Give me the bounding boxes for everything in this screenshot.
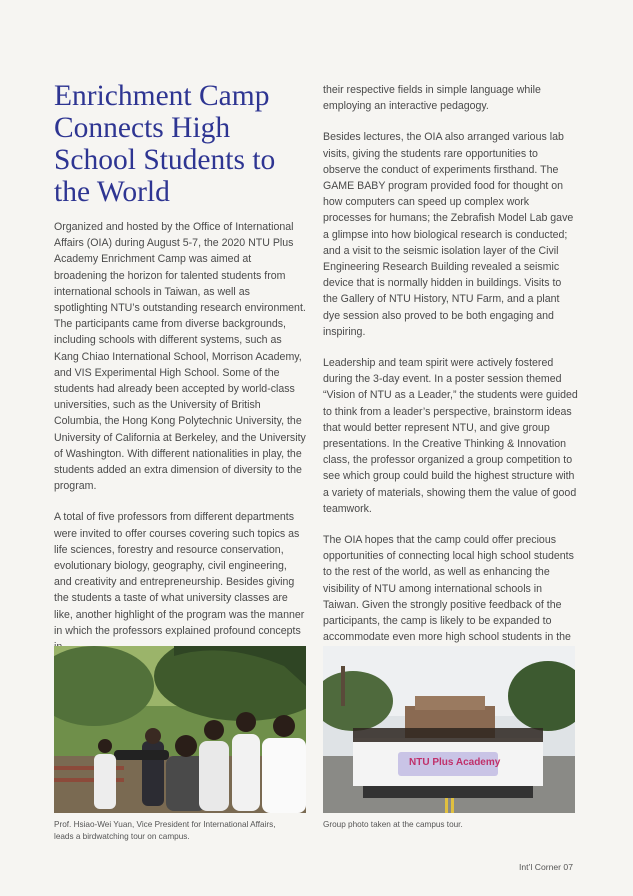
article-title: Enrichment Camp Connects High School Students to the World	[54, 80, 276, 208]
birdwatching-photo	[54, 646, 306, 813]
paragraph: Organized and hosted by the Office of International Affairs (OIA) during August 5-7, the 2020 NTU Plus Academy Enrichment Camp was aimed at broadening the horizon for talented students from international schools in Taiwan, as well as spotlighting NTU’s outstanding research environment. The participants came from diverse backgrounds, including schools with different systems, such as Kang Chiao International School, Morrison Academy, and VIS Experimental High School. Some of the students had already been accepted by world-class universities, such as the University of British Columbia, the Hong Kong Polytechnic University, the University of California at Berkeley, and the University of Washington. With different nationalities in play, the students added an extra dimension of diversity to the program.	[54, 221, 306, 493]
page-footer: Int’l Corner 07	[519, 862, 573, 872]
paragraph: their respective fields in simple language while employing an interactive pedagogy.	[323, 84, 541, 113]
paragraph: Besides lectures, the OIA also arranged various lab visits, giving the students rare opportunities to observe the conduct of experiments firsthand. The GAME BABY program provided food for thought on how computers can speed up complex work processes for humans; the Zebrafish Model Lab gave a glimpse into how biological research is conducted; and a visit to the seismic isolation layer of the Civil Engineering Research Building revealed a seismic device that is normally hidden in buildings. Visits to the Gallery of NTU History, NTU Farm, and a plant dye session also proved to be both engaging and inspiring.	[323, 131, 574, 338]
paragraph: The OIA hopes that the camp could offer precious opportunities of connecting local high school students to the rest of the world, as well as enhancing the visibility of NTU among international schools in Taiwan. Given the strongly positive feedback of the participants, the camp is likely to be expanded to accommodate even more high school students in the	[323, 534, 574, 644]
group-photo	[323, 646, 575, 813]
paragraph: A total of five professors from different departments were invited to offer courses covering such topics as life sciences, forestry and resource conservation, evolutionary biology, geography, civil engineering, and creativity and entrepreneurship. Besides giving the students a taste of what university classes are like, another highlight of the program was the manner in which the professors explained profound concepts	[54, 511, 305, 637]
left-column	[54, 219, 306, 670]
photo-caption: Group photo taken at the campus tour.	[323, 820, 463, 829]
birdwatching-photo-image	[54, 646, 306, 813]
banner-text: NTU Plus Academy	[409, 757, 501, 768]
paragraph: Leadership and team spirit were actively fostered during the 3-day event. In a poster session themed “Vision of NTU as a Leader,” the students were guided to think from a leader’s perspective, brainstorm ideas that would better represent NTU, and give group presentations. In the Creative Thinking & Innovation class, the professor organized a group competition to see which group could build the highest structure with a variety of materials, showing them the value of good teamwork.	[323, 357, 578, 515]
right-column	[323, 82, 578, 677]
photo-caption: Prof. Hsiao-Wei Yuan, Vice President for International Affairs, leads a birdwatching tour on campus.	[54, 820, 276, 841]
group-photo-image	[323, 646, 575, 813]
